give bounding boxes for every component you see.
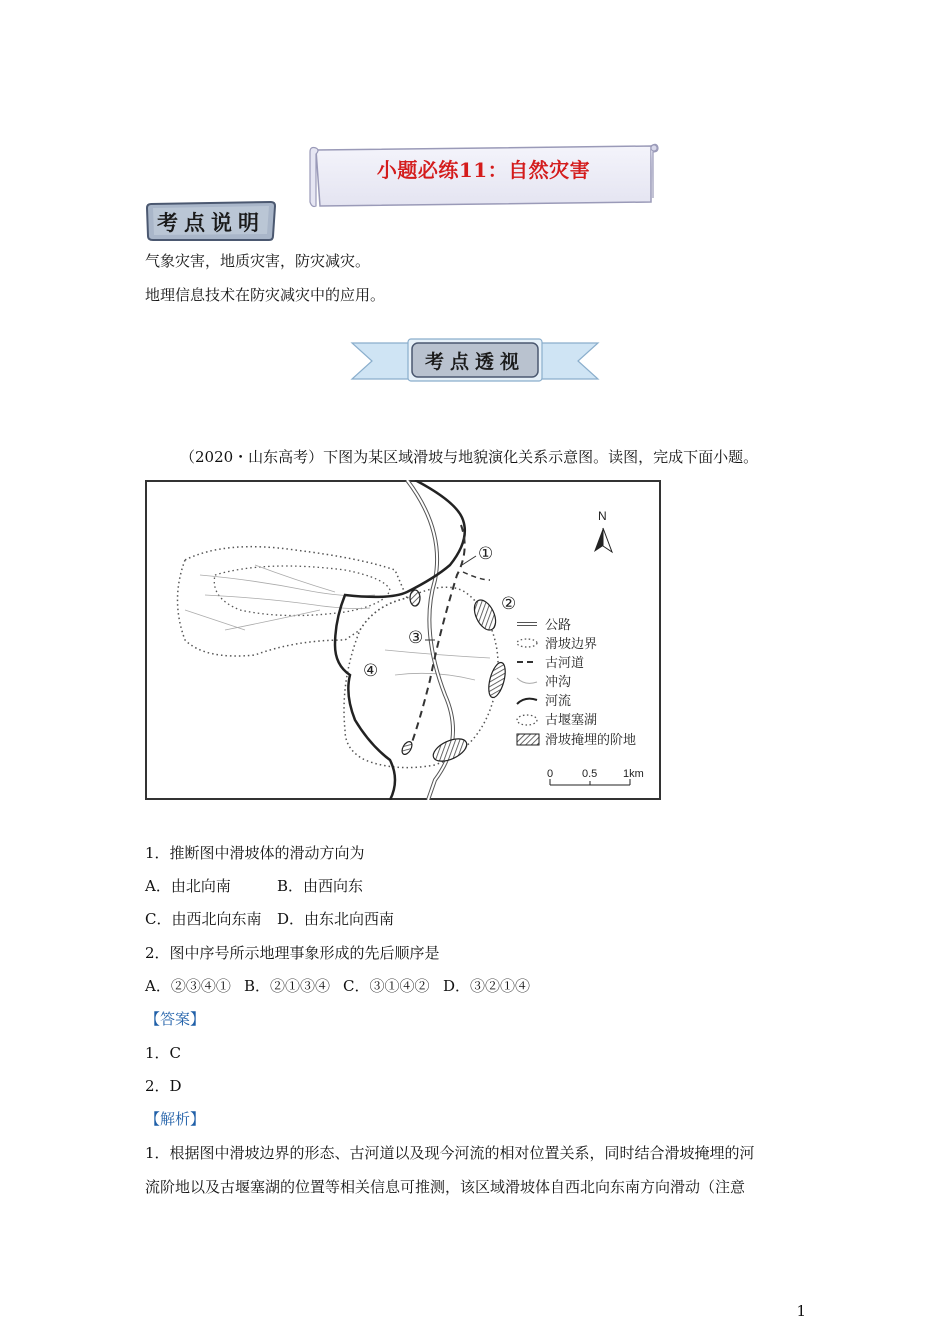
marker-3: ③ <box>408 628 424 647</box>
question-1-option-d: D．由东北向西南 <box>277 910 395 928</box>
scale-label-1km: 1km <box>623 768 644 780</box>
north-label: N <box>598 509 607 523</box>
question-2-option-c: C．③①④② <box>343 977 430 995</box>
badge-explain-label: 考点说明 <box>157 211 265 235</box>
section-ribbon-analysis <box>350 337 600 387</box>
question-1-stem: 1．推断图中滑坡体的滑动方向为 <box>145 844 365 862</box>
page-title: 小题必练11：自然灾害 <box>376 158 591 182</box>
page-number: 1 <box>796 1302 806 1320</box>
question-2-stem: 2．图中序号所示地理事象形成的先后顺序是 <box>145 944 440 962</box>
question-2-option-a: A．②③④① <box>145 977 231 995</box>
analysis-line-1: 1．根据图中滑坡边界的形态、古河道以及现今河流的相对位置关系，同时结合滑坡掩埋的河 <box>145 1144 755 1162</box>
legend-gully: 冲沟 <box>545 674 572 689</box>
legend-terrace-icon <box>517 734 539 745</box>
marker-2: ② <box>501 594 517 613</box>
legend-river: 河流 <box>545 693 572 708</box>
title-banner <box>306 140 661 210</box>
legend-dammed-lake: 古堰塞湖 <box>545 712 598 727</box>
scale-label-half: 0.5 <box>582 768 598 780</box>
legend-terrace: 滑坡掩埋的阶地 <box>545 732 637 747</box>
explain-line-2: 地理信息技术在防灾减灾中的应用。 <box>145 286 386 304</box>
legend-ancient-channel: 古河道 <box>545 655 585 670</box>
question-1-option-c: C．由西北向东南 <box>145 910 262 928</box>
answer-1: 1．C <box>145 1044 182 1062</box>
question-intro: （2020・山东高考）下图为某区域滑坡与地貌演化关系示意图。读图，完成下面小题。 <box>180 448 759 466</box>
legend-road: 公路 <box>545 617 572 632</box>
scale-label-0: 0 <box>547 768 554 780</box>
marker-1: ① <box>478 544 494 563</box>
landslide-map-figure <box>145 480 661 800</box>
buried-terrace <box>410 590 420 606</box>
question-1-option-b: B．由西向东 <box>277 877 364 895</box>
explain-line-1: 气象灾害，地质灾害，防灾减灾。 <box>145 252 371 270</box>
marker-4: ④ <box>363 661 379 680</box>
analysis-label: 【解析】 <box>145 1110 206 1128</box>
section-badge-explain <box>145 200 277 242</box>
answer-2: 2．D <box>145 1077 182 1095</box>
question-2-option-b: B．②①③④ <box>244 977 331 995</box>
ribbon-analysis-label: 考点透视 <box>424 351 525 373</box>
legend-boundary: 滑坡边界 <box>545 636 598 651</box>
question-1-option-a: A．由北向南 <box>145 877 231 895</box>
question-2-option-d: D．③②①④ <box>443 977 531 995</box>
answer-label: 【答案】 <box>145 1010 206 1028</box>
landslide-map <box>145 480 661 800</box>
analysis-line-2: 流阶地以及古堰塞湖的位置等相关信息可推测，该区域滑坡体自西北向东南方向滑动（注意 <box>145 1178 746 1196</box>
